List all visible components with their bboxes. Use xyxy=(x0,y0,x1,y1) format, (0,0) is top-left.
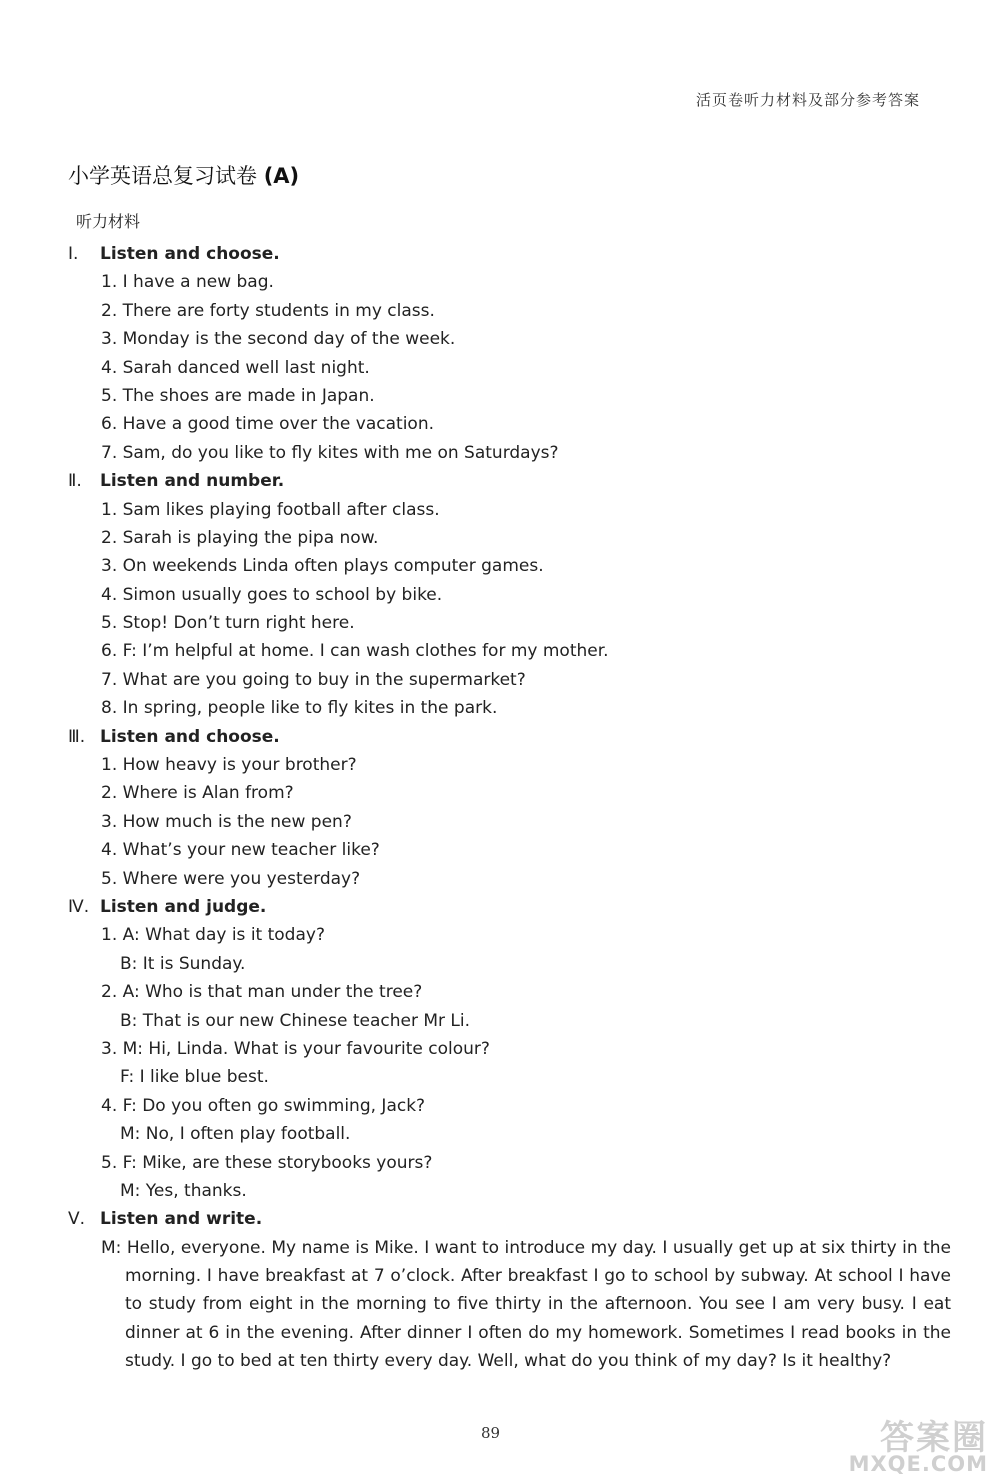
list-item: 1. I have a new bag. xyxy=(101,272,274,293)
section-heading xyxy=(68,893,928,921)
section-number: Ⅲ. xyxy=(68,726,86,747)
list-item: 7. What are you going to buy in the supermarket? xyxy=(101,669,526,690)
list-item: 4. What’s your new teacher like? xyxy=(101,840,380,861)
title-suffix: (A) xyxy=(263,164,300,188)
list-item: 2. Where is Alan from? xyxy=(101,783,294,804)
dialogue-line: 5. F: Mike, are these storybooks yours? xyxy=(101,1152,433,1173)
list-item: 4. Simon usually goes to school by bike. xyxy=(101,584,443,605)
section-heading xyxy=(68,240,928,268)
dialogue-reply: M: Yes, thanks. xyxy=(120,1180,247,1201)
list-item: 8. In spring, people like to fly kites in the park. xyxy=(101,698,498,719)
section-title: Listen and number. xyxy=(100,471,285,492)
dialogue-line: 4. F: Do you often go swimming, Jack? xyxy=(101,1095,426,1116)
page-number: 89 xyxy=(481,1424,501,1442)
dialogue-line: 3. M: Hi, Linda. What is your favourite colour? xyxy=(101,1038,490,1059)
page-title xyxy=(68,160,299,190)
dialogue-reply: F: I like blue best. xyxy=(120,1067,269,1088)
list-item: 1. Sam likes playing football after class. xyxy=(101,499,440,520)
title-main: 小学英语总复习试卷 xyxy=(68,164,257,188)
section-title: Listen and judge. xyxy=(100,896,267,917)
list-item: 3. Monday is the second day of the week. xyxy=(101,329,456,350)
section-number: Ⅰ. xyxy=(68,244,79,264)
list-item: 5. Where were you yesterday? xyxy=(101,868,361,889)
list-item: 5. The shoes are made in Japan. xyxy=(101,385,375,406)
dialogue-reply: B: It is Sunday. xyxy=(120,953,246,974)
list-item: 6. Have a good time over the vacation. xyxy=(101,414,434,435)
list-item: 1. How heavy is your brother? xyxy=(101,755,357,776)
list-item: 7. Sam, do you like to fly kites with me on Saturdays? xyxy=(101,442,559,463)
listening-paragraph: M: Hello, everyone. My name is Mike. I want to introduce my day. I usually get up at six thirty in the morning. I have breakfast at 7 o’clock. After breakfast I go to school by subway. At school I have to study from eight in the morning to five thirty in the afternoon. You see I am very busy. I eat dinner at 6 in the evening. After dinner I often do my homework. Sometimes I read books in the study. I go to bed at ten thirty every day. Well, what do you think of my day? Is it healthy? xyxy=(101,1237,951,1371)
watermark-en: MXQE.COM xyxy=(848,1452,988,1476)
section-heading xyxy=(68,723,928,751)
dialogue-reply: M: No, I often play football. xyxy=(120,1124,351,1145)
list-item: 2. Sarah is playing the pipa now. xyxy=(101,527,379,548)
dialogue-line: 1. A: What day is it today? xyxy=(101,925,325,946)
watermark-logo xyxy=(800,1410,996,1476)
listening-material xyxy=(68,240,951,1375)
list-item: 3. On weekends Linda often plays computer games. xyxy=(101,556,544,577)
list-item: 5. Stop! Don’t turn right here. xyxy=(101,613,355,634)
section-number: Ⅱ. xyxy=(68,471,82,492)
section-title: Listen and write. xyxy=(100,1209,263,1230)
section-number: Ⅴ. xyxy=(68,1209,86,1230)
section-subtitle: 听力材料 xyxy=(76,212,141,231)
dialogue-reply: B: That is our new Chinese teacher Mr Li. xyxy=(120,1010,471,1031)
section-number: Ⅳ. xyxy=(68,896,90,917)
paragraph-block xyxy=(68,1234,951,1375)
dialogue-line: 2. A: Who is that man under the tree? xyxy=(101,982,423,1003)
list-item: 2. There are forty students in my class. xyxy=(101,300,435,321)
list-item: 3. How much is the new pen? xyxy=(101,811,352,832)
list-item: 4. Sarah danced well last night. xyxy=(101,357,370,378)
list-item: 6. F: I’m helpful at home. I can wash clothes for my mother. xyxy=(101,641,609,662)
running-head: 活页卷听力材料及部分参考答案 xyxy=(695,91,920,109)
section-title: Listen and choose. xyxy=(100,726,280,747)
section-heading xyxy=(68,467,928,495)
section-title: Listen and choose. xyxy=(100,244,280,264)
watermark-cn: 答案圈 xyxy=(880,1418,988,1458)
section-heading xyxy=(68,1205,928,1233)
